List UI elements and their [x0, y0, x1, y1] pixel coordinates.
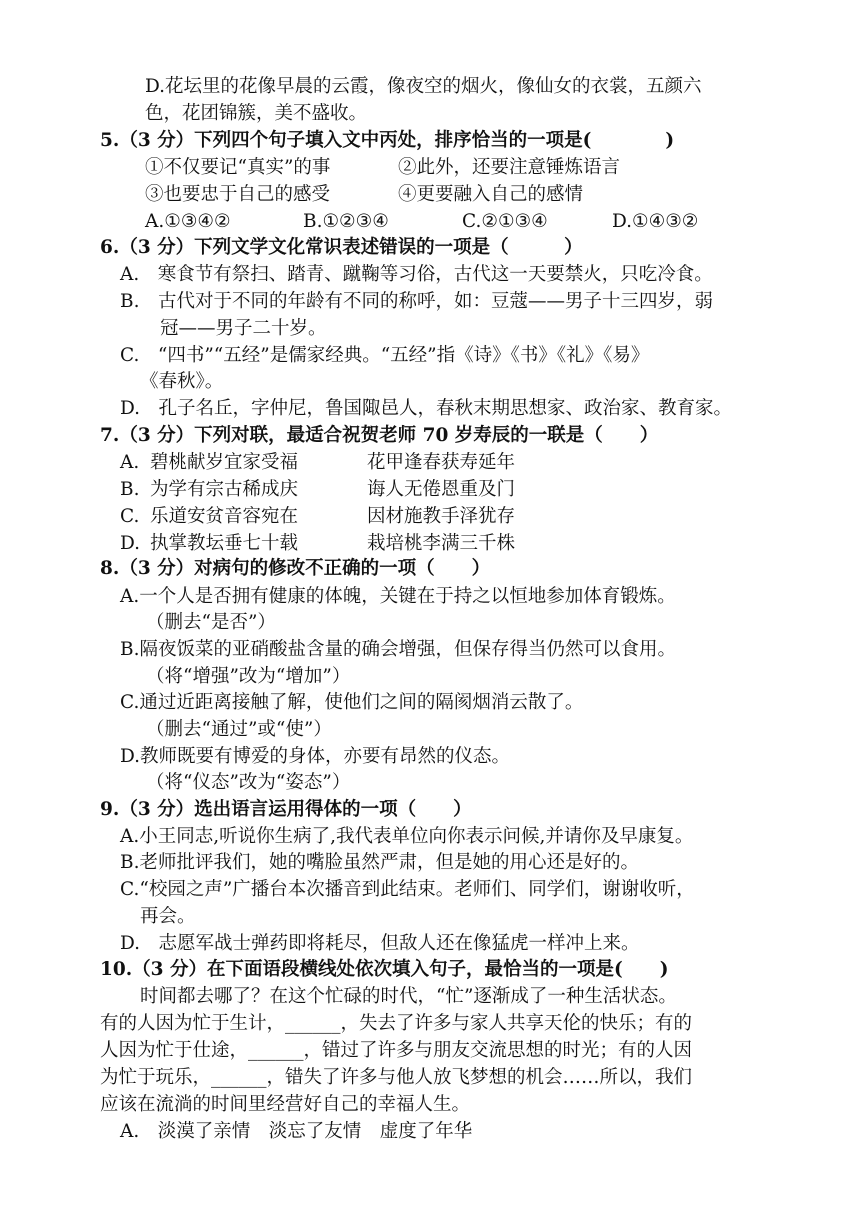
q4-option-d-line2: 色，花团锦簇，美不盛收。 — [145, 103, 368, 124]
q8-option-a-fix: （删去“是否”） — [146, 612, 276, 633]
q7-stem: 7.（3 分）下列对联，最适合祝贺老师 70 岁寿辰的一联是（ ） — [100, 425, 659, 446]
q7-option-c-lower: 因材施教手泽犹存 — [367, 506, 516, 527]
q6-option-c-line2: 《春秋》。 — [140, 371, 224, 392]
q6-option-b-line2: 冠——男子二十岁。 — [160, 318, 327, 339]
q7-option-c-upper: 乐道安贫音容宛在 — [150, 506, 299, 527]
q8-stem: 8.（3 分）对病句的修改不正确的一项（ ） — [100, 558, 491, 579]
q5-sentence-4: ④更要融入自己的感情 — [398, 184, 584, 205]
q10-passage-line5: 应该在流淌的时间里经营好自己的幸福人生。 — [100, 1094, 471, 1115]
q5-option-a: A.①③④② — [145, 211, 231, 232]
q10-passage-line2: 有的人因为忙于生计，______，失去了许多与家人共享天伦的快乐；有的 — [100, 1013, 693, 1034]
q6-option-c-line1: C. “四书”“五经”是儒家经典。“五经”指《诗》《书》《礼》《易》 — [120, 345, 650, 366]
q8-option-b-fix: （将“增强”改为“增加”） — [146, 666, 351, 687]
q5-option-c: C.②①③④ — [462, 211, 548, 232]
q10-passage-line1: 时间都去哪了？在这个忙碌的时代，“忙”逐渐成了一种生活状态。 — [140, 986, 677, 1007]
q8-option-c: C.通过近距离接触了解，使他们之间的隔阂烟消云散了。 — [120, 692, 584, 713]
q7-option-b-label: B. — [120, 479, 140, 500]
q8-option-a: A.一个人是否拥有健康的体魄，关键在于持之以恒地参加体育锻炼。 — [120, 586, 676, 607]
q7-option-d-upper: 执掌教坛垂七十载 — [150, 533, 299, 554]
q6-option-a: A. 寒食节有祭扫、踏青、蹴鞠等习俗，古代这一天要禁火，只吃冷食。 — [120, 264, 713, 285]
q9-option-a: A.小王同志,听说你生病了,我代表单位向你表示问候,并请你及早康复。 — [120, 826, 694, 847]
q4-option-d-line1: D.花坛里的花像早晨的云霞，像夜空的烟火，像仙女的衣裳，五颜六 — [145, 76, 702, 97]
q8-option-d-fix: （将“仪态”改为“姿态”） — [146, 772, 351, 793]
q7-option-a-upper: 碧桃献岁宜家受福 — [150, 452, 299, 473]
q9-option-d: D. 志愿军战士弹药即将耗尽，但敌人还在像猛虎一样冲上来。 — [120, 933, 640, 954]
q7-option-a-lower: 花甲逢春获寿延年 — [367, 452, 516, 473]
q5-sentence-3: ③也要忠于自己的感受 — [145, 184, 331, 205]
q8-option-b: B.隔夜饭菜的亚硝酸盐含量的确会增强，但保存得当仍然可以食用。 — [120, 639, 676, 660]
q7-option-b-lower: 诲人无倦恩重及门 — [367, 479, 516, 500]
q8-option-d: D.教师既要有博爱的身体，亦要有昂然的仪态。 — [120, 746, 511, 767]
q5-option-b: B.①②③④ — [303, 211, 389, 232]
q5-stem: 5.（3 分）下列四个句子填入文中丙处，排序恰当的一项是( ) — [100, 130, 675, 151]
q6-stem: 6.（3 分）下列文学文化常识表述错误的一项是（ ） — [100, 237, 583, 258]
q7-option-c-label: C. — [120, 506, 140, 527]
q6-option-b-line1: B. 古代对于不同的年龄有不同的称呼，如：豆蔻——男子十三四岁，弱 — [120, 291, 713, 312]
q9-stem: 9.（3 分）选出语言运用得体的一项（ ） — [100, 799, 472, 820]
q5-sentence-2: ②此外，还要注意锤炼语言 — [398, 157, 621, 178]
q8-option-c-fix: （删去“通过”或“使”） — [146, 719, 332, 740]
q10-option-a: A. 淡漠了亲情 淡忘了友情 虚度了年华 — [120, 1121, 473, 1142]
q10-passage-line3: 人因为忙于仕途，______，错过了许多与朋友交流思想的时光；有的人因 — [100, 1040, 693, 1061]
q7-option-d-label: D. — [120, 533, 141, 554]
q9-option-b: B.老师批评我们，她的嘴脸虽然严肃，但是她的用心还是好的。 — [120, 852, 639, 873]
q7-option-d-lower: 栽培桃李满三千株 — [367, 533, 516, 554]
q9-option-c-line1: C.“校园之声”广播台本次播音到此结束。老师们、同学们，谢谢收听， — [120, 879, 695, 900]
q6-option-d: D. 孔子名丘，字仲尼，鲁国陬邑人，春秋末期思想家、政治家、教育家。 — [120, 398, 733, 419]
q5-option-d: D.①④③② — [612, 211, 699, 232]
q7-option-b-upper: 为学有宗古稀成庆 — [150, 479, 299, 500]
q7-option-a-label: A. — [120, 452, 140, 473]
q10-stem: 10.（3 分）在下面语段横线处依次填入句子，最恰当的一项是( ) — [100, 959, 669, 980]
q5-sentence-1: ①不仅要记“真实”的事 — [145, 157, 331, 178]
q9-option-c-line2: 再会。 — [140, 906, 196, 927]
q10-passage-line4: 为忙于玩乐，______，错失了许多与他人放飞梦想的机会……所以，我们 — [100, 1067, 693, 1088]
